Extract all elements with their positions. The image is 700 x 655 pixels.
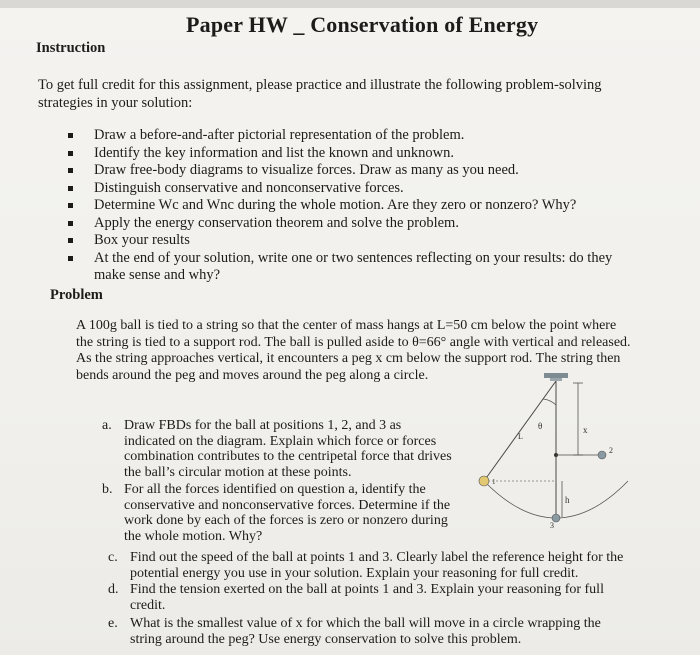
page-title: Paper HW _ Conservation of Energy	[186, 12, 539, 37]
problem-heading: Problem	[50, 287, 103, 303]
pendulum-diagram	[470, 365, 640, 535]
strategy-text: Apply the energy conservation theorem and solve the problem.	[94, 214, 459, 231]
question-marker: a.	[102, 418, 112, 433]
strategy-item	[64, 180, 624, 198]
question-marker: e.	[108, 616, 118, 631]
ball-position-2-icon	[598, 451, 606, 459]
strategy-item	[64, 232, 624, 250]
strategy-item	[64, 162, 624, 180]
question-text: For all the forces identified on question a, identify the conservative and nonconservative forces. Determine if the work done by each of the forces is zero or nonzero during the whole motion. Why?	[124, 482, 451, 544]
h-label: h	[565, 495, 570, 505]
question-text: What is the smallest value of x for which the ball will move in a circle wrapping the string around the peg? Use energy conservation to solve this problem.	[130, 616, 601, 647]
question-c	[108, 550, 635, 581]
string-initial	[484, 381, 556, 481]
bullet-icon	[68, 203, 73, 208]
question-b	[102, 482, 454, 544]
point-1-label: 1	[492, 478, 496, 486]
ball-position-1-icon	[479, 476, 489, 486]
strategy-text: At the end of your solution, write one or two sentences reflecting on your results: do they make sense and why?	[94, 249, 613, 283]
strategy-item	[64, 215, 624, 233]
point-2-label: 2	[609, 446, 613, 455]
question-text: Draw FBDs for the ball at positions 1, 2, and 3 as indicated on the diagram. Explain which force or forces combination contributes to the centripetal force that drives the ball’s circular motion at these points.	[124, 418, 452, 480]
instruction-heading: Instruction	[36, 40, 106, 56]
question-e	[108, 616, 635, 647]
point-3-label: 3	[550, 521, 554, 530]
x-label: x	[583, 425, 588, 435]
bullet-icon	[68, 238, 73, 243]
strategy-text: Draw free-body diagrams to visualize forces. Draw as many as you need.	[94, 162, 519, 178]
question-list-wide	[108, 550, 635, 647]
question-text: Find out the speed of the ball at points 1 and 3. Clearly label the reference height for the potential energy you use in your solution. Explain your reasoning for full credit.	[130, 550, 624, 581]
question-d	[108, 582, 635, 613]
strategy-text: Box your results	[94, 232, 190, 248]
strategy-item	[64, 127, 624, 145]
bullet-icon	[68, 256, 73, 261]
question-marker: c.	[108, 550, 118, 565]
bullet-icon	[68, 133, 73, 138]
theta-arc	[543, 399, 556, 405]
problem-statement: A 100g ball is tied to a string so that the center of mass hangs at L=50 cm below the point where the string is tied to a support rod. The ball is pulled aside to θ=66° angle with vertical and released. As the string approaches vertical, it encounters a peg x cm below the support rod. The string then bends around the peg and moves around the peg along a circle.	[76, 318, 631, 383]
instruction-intro: To get full credit for this assignment, please practice and illustrate the following problem-solving strategies in your solution:	[38, 77, 602, 111]
bullet-icon	[68, 168, 73, 173]
question-a	[102, 418, 454, 480]
theta-label: θ	[538, 421, 543, 431]
strategy-text: Identify the key information and list the known and unknown.	[94, 144, 455, 161]
strategy-text: Draw a before-and-after pictorial representation of the problem.	[94, 127, 465, 143]
strategy-item	[64, 197, 624, 215]
question-marker: d.	[108, 582, 119, 597]
strategy-list	[64, 127, 624, 285]
top-edge	[0, 0, 700, 8]
question-marker: b.	[102, 482, 113, 497]
bullet-icon	[68, 151, 73, 156]
strategy-text: Distinguish conservative and nonconservative forces.	[94, 179, 404, 196]
strategy-item	[64, 145, 624, 163]
question-list-narrow	[102, 418, 454, 544]
question-text: Find the tension exerted on the ball at points 1 and 3. Explain your reasoning for full credit.	[130, 582, 604, 613]
L-label: L	[518, 432, 523, 441]
bullet-icon	[68, 221, 73, 226]
bullet-icon	[68, 186, 73, 191]
strategy-item	[64, 250, 624, 285]
support-rod	[544, 373, 568, 381]
strategy-text: Determine Wc and Wnc during the whole motion. Are they zero or nonzero? Why?	[94, 197, 577, 213]
